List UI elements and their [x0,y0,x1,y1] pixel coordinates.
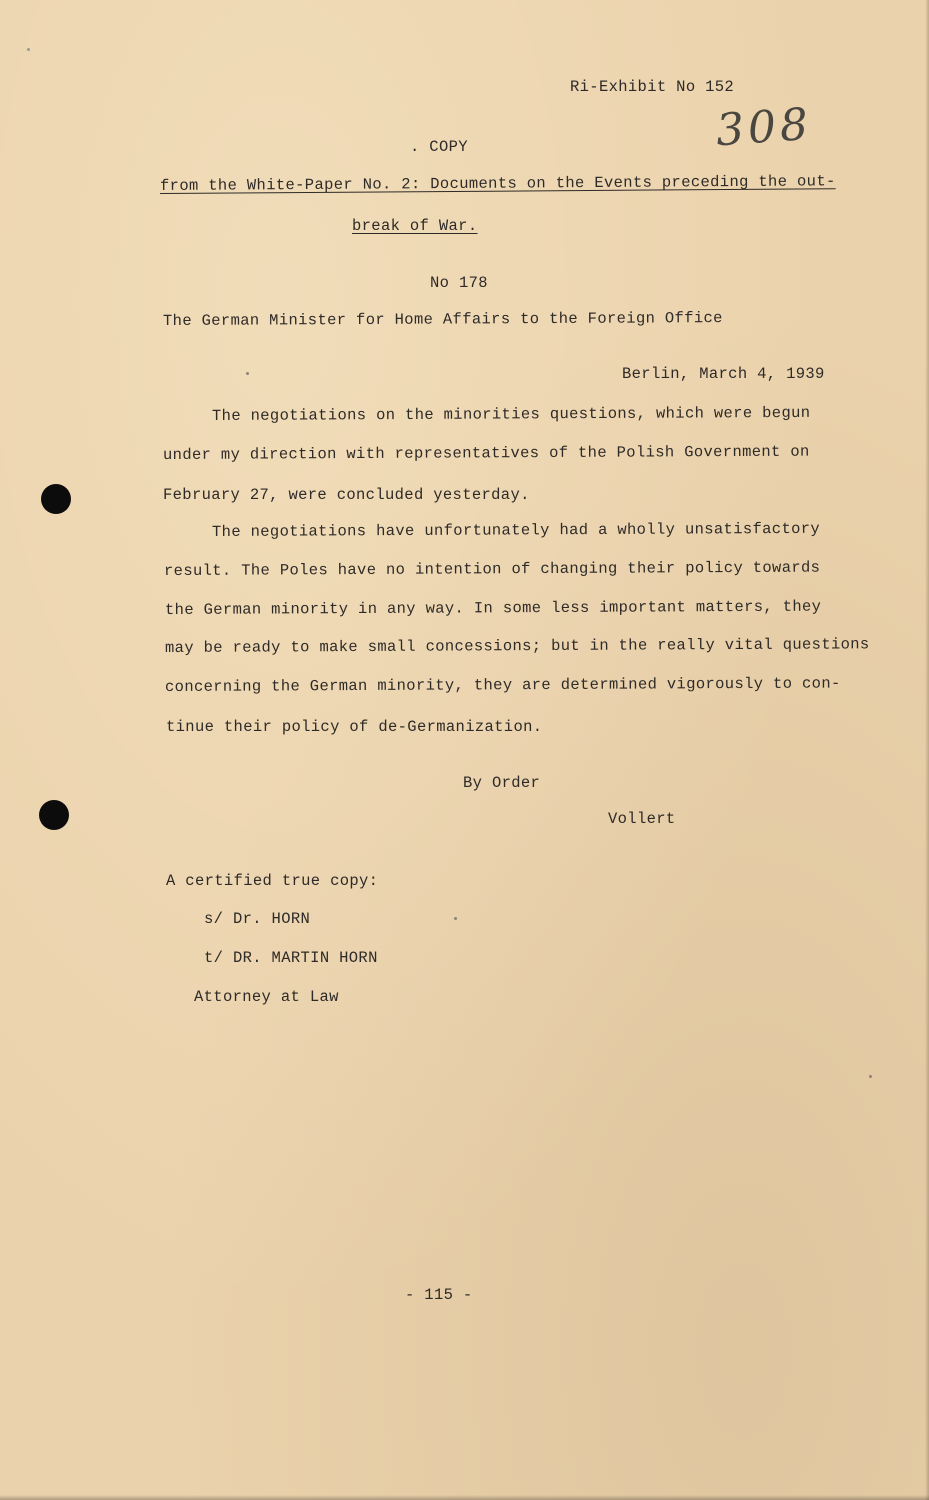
copy-label: . COPY [410,138,468,156]
paragraph-line: The negotiations on the minorities questions, which were begun [211,403,811,425]
paragraph-line: The negotiations have unfortunately had a wholly unsatisfactory [211,519,821,541]
paragraph-line: February 27, were concluded yesterday. [163,486,530,504]
closing: By Order [463,774,541,792]
paper-speck [27,48,30,51]
paragraph-line: under my direction with representatives of the Polish Government on [162,442,810,464]
typed-name: t/ DR. MARTIN HORN [204,949,378,967]
paper-edge-right [925,0,929,1500]
place-and-date: Berlin, March 4, 1939 [622,365,825,383]
document-number: No 178 [430,274,488,292]
paragraph-line: concerning the German minority, they are determined vigorously to con- [164,674,841,696]
page-number: - 115 - [405,1286,473,1304]
document-heading: The German Minister for Home Affairs to the Foreign Office [162,309,723,330]
source-line-2: break of War. [352,217,478,235]
paper-speck [246,372,249,375]
paragraph-line: the German minority in any way. In some less important matters, they [164,597,822,619]
paper-speck [454,917,457,920]
handwritten-page-number: 308 [714,98,814,157]
signatory: Vollert [608,810,676,828]
paper-speck [869,1075,872,1078]
punch-hole-upper [41,484,71,514]
paper-edge-bottom [0,1495,929,1500]
paragraph-line: tinue their policy of de-Germanization. [166,718,543,736]
paragraph-line: may be ready to make small concessions; but in the really vital questions [164,635,870,657]
source-line-1: from the White-Paper No. 2: Documents on the Events preceding the out- [159,172,836,195]
signed-by: s/ Dr. HORN [204,910,311,928]
certification-statement: A certified true copy: [166,872,379,890]
exhibit-number: Ri-Exhibit No 152 [570,78,735,96]
attorney-title: Attorney at Law [194,988,339,1006]
paragraph-line: result. The Poles have no intention of changing their policy towards [163,558,821,580]
punch-hole-lower [39,800,69,830]
